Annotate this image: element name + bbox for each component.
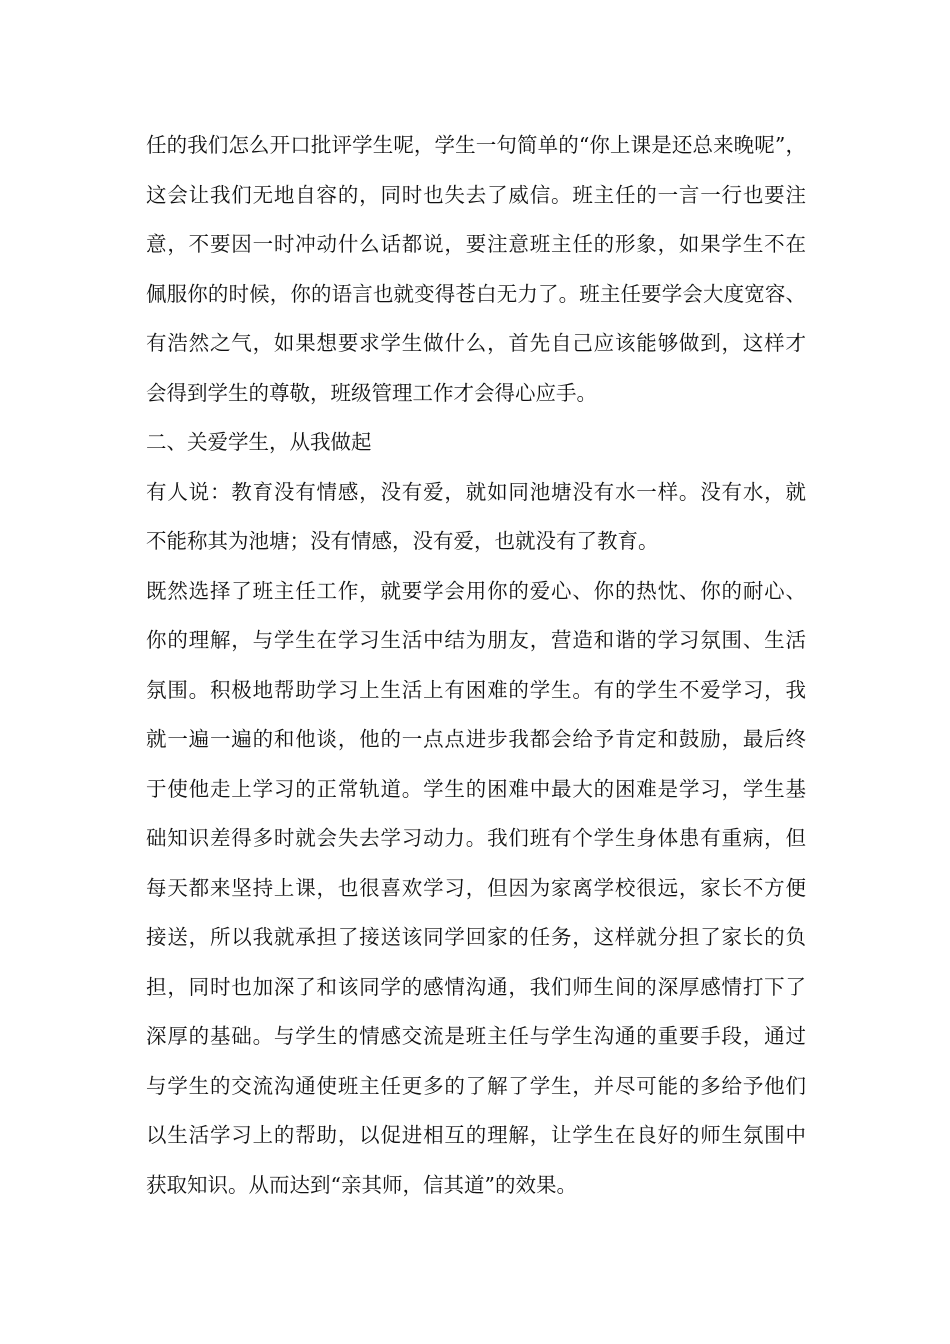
text-line: 与学生的交流沟通使班主任更多的了解了学生，并尽可能的多给予他们 bbox=[146, 1073, 806, 1098]
text-line: 你的理解，与学生在学习生活中结为朋友，营造和谐的学习氛围、生活 bbox=[146, 628, 806, 652]
text-line: 以生活学习上的帮助，以促进相互的理解，让学生在良好的师生氛围中 bbox=[146, 1123, 806, 1147]
text-line: 有人说：教育没有情感，没有爱，就如同池塘没有水一样。没有水，就 bbox=[146, 479, 806, 504]
document-body bbox=[146, 121, 806, 1210]
text-line: 不能称其为池塘；没有情感，没有爱，也就没有了教育。 bbox=[146, 529, 659, 553]
text-line: 意，不要因一时冲动什么话都说，要注意班主任的形象，如果学生不在 bbox=[146, 232, 806, 256]
text-line: 础知识差得多时就会失去学习动力。我们班有个学生身体患有重病，但 bbox=[146, 826, 806, 850]
text-line: 深厚的基础。与学生的情感交流是班主任与学生沟通的重要手段，通过 bbox=[146, 1024, 806, 1048]
text-line: 会得到学生的尊敬，班级管理工作才会得心应手。 bbox=[146, 380, 597, 405]
text-line: 获取知识。从而达到“亲其师，信其道”的效果。 bbox=[146, 1172, 577, 1197]
text-line: 每天都来坚持上课，也很喜欢学习，但因为家离学校很远，家长不方便 bbox=[146, 875, 806, 900]
text-line: 于使他走上学习的正常轨道。学生的困难中最大的困难是学习，学生基 bbox=[146, 776, 806, 801]
text-line: 既然选择了班主任工作，就要学会用你的爱心、你的热忱、你的耐心、 bbox=[146, 578, 806, 603]
text-line: 有浩然之气，如果想要求学生做什么，首先自己应该能够做到，这样才 bbox=[146, 331, 806, 355]
text-line: 二、关爱学生，从我做起 bbox=[146, 430, 372, 454]
text-line: 氛围。积极地帮助学习上生活上有困难的学生。有的学生不爱学习，我 bbox=[146, 677, 806, 702]
text-line: 接送，所以我就承担了接送该同学回家的任务，这样就分担了家长的负 bbox=[146, 925, 806, 949]
text-line: 任的我们怎么开口批评学生呢，学生一句简单的“你上课是还总来晚呢”， bbox=[146, 133, 806, 157]
text-line: 这会让我们无地自容的，同时也失去了威信。班主任的一言一行也要注 bbox=[146, 182, 806, 207]
text-line: 佩服你的时候，你的语言也就变得苍白无力了。班主任要学会大度宽容、 bbox=[146, 281, 806, 306]
text-line: 就一遍一遍的和他谈，他的一点点进步我都会给予肯定和鼓励，最后终 bbox=[146, 727, 806, 751]
text-line: 担，同时也加深了和该同学的感情沟通，我们师生间的深厚感情打下了 bbox=[146, 974, 806, 999]
